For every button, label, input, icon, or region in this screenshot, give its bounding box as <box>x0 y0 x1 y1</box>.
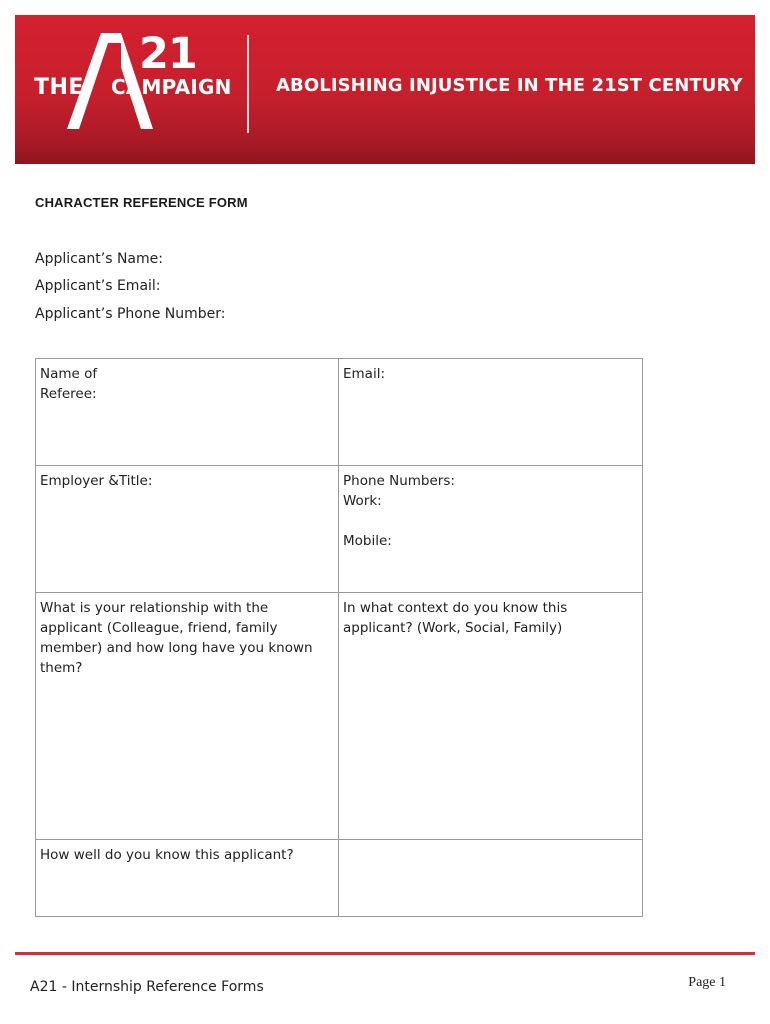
mobile-phone-label: Mobile: <box>343 533 392 549</box>
table-row <box>36 840 643 917</box>
footer-title: A21 - Internship Reference Forms <box>30 979 264 995</box>
context-question: In what context do you know this applicant? (Work, Social, Family) <box>343 600 568 636</box>
referee-table <box>35 358 643 917</box>
table-row <box>36 593 643 840</box>
applicant-phone-label: Applicant’s Phone Number: <box>35 306 226 322</box>
referee-name-label-line2: Referee: <box>40 386 97 402</box>
phone-numbers-label: Phone Numbers: <box>343 473 455 489</box>
table-row <box>36 359 643 466</box>
header-divider <box>247 35 249 133</box>
footer-rule <box>15 952 755 955</box>
header-banner <box>15 15 755 164</box>
how-well-question: How well do you know this applicant? <box>40 847 294 863</box>
logo-the: THE <box>34 75 84 100</box>
how-well-cell[interactable] <box>36 840 339 917</box>
logo-campaign: CAMPAIGN <box>111 75 232 99</box>
relationship-cell[interactable] <box>36 593 339 840</box>
table-row <box>36 466 643 593</box>
referee-name-cell[interactable] <box>36 359 339 466</box>
logo-21: 21 <box>139 29 197 79</box>
relationship-question: What is your relationship with the applicant (Colleague, friend, family member) and how long have you known them? <box>40 600 313 676</box>
form-title: CHARACTER REFERENCE FORM <box>35 195 248 210</box>
referee-email-label: Email: <box>343 366 386 382</box>
employer-title-cell[interactable] <box>36 466 339 593</box>
employer-title-label: Employer &Title: <box>40 473 153 489</box>
referee-name-label-line1: Name of <box>40 366 98 382</box>
how-well-answer-cell[interactable] <box>339 840 643 917</box>
page-number: Page 1 <box>688 975 726 990</box>
context-cell[interactable] <box>339 593 643 840</box>
applicant-email-label: Applicant’s Email: <box>35 278 161 294</box>
work-phone-label: Work: <box>343 493 382 509</box>
referee-email-cell[interactable] <box>339 359 643 466</box>
applicant-name-label: Applicant’s Name: <box>35 251 163 267</box>
phone-numbers-cell[interactable] <box>339 466 643 593</box>
header-tagline: ABOLISHING INJUSTICE IN THE 21ST CENTURY <box>276 75 743 96</box>
